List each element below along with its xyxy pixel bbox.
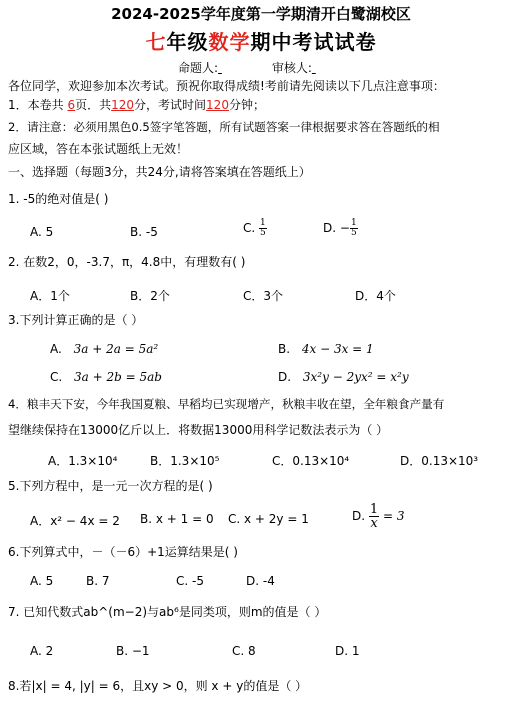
q3-option-b-expr: 4x − 3x = 1 xyxy=(301,342,374,356)
subject-text: 数学 xyxy=(208,30,251,54)
q5-option-d-fraction xyxy=(369,503,379,530)
notice-1 xyxy=(8,99,265,113)
reviewer-label: 审核人: xyxy=(271,61,312,75)
q3-option-b xyxy=(278,342,374,356)
q2-stem: 2. 在数2，0，-3.7，π，4.8中，有理数有( ) xyxy=(8,255,246,269)
notice-1-time: 120 xyxy=(206,98,229,112)
q7-option-a: A. 2 xyxy=(30,644,54,658)
exam-title xyxy=(0,31,522,54)
q5-option-b: B. x + 1 = 0 xyxy=(140,512,214,526)
q8-stem: 8.若|x| = 4, |y| = 6，且xy > 0，则 x + y的值是（ ） xyxy=(8,679,308,693)
q4-option-c: C．0.13×10⁴ xyxy=(272,454,350,468)
q1-option-c-label: C. xyxy=(243,221,256,235)
q5-option-a: A．x² − 4x = 2 xyxy=(30,514,120,528)
q4-stem-line2: 望继续保持在13000亿斤以上．将数据13000用科学记数法表示为（ ） xyxy=(8,423,389,437)
q3-option-d xyxy=(278,370,409,384)
q5-option-d xyxy=(352,503,405,530)
q2-option-d: D．4个 xyxy=(355,289,396,303)
q5-option-d-rest: = 3 xyxy=(383,509,405,523)
notice-1-prefix: 1．本卷共 xyxy=(8,98,64,112)
q6-option-a: A. 5 xyxy=(30,574,54,588)
q3-option-c-expr: 3a + 2b = 5ab xyxy=(74,370,162,384)
q1-d-denominator: 5 xyxy=(350,228,357,238)
q7-stem: 7. 已知代数式ab^(m−2)与ab⁶是同类项，则m的值是（ ） xyxy=(8,605,327,619)
section-heading: 一、选择题（每题3分，共24分,请将答案填在答题纸上） xyxy=(8,165,311,179)
grade-text: 七 xyxy=(145,30,167,54)
q5-d-denominator: x xyxy=(370,516,378,531)
q6-option-b: B. 7 xyxy=(86,574,110,588)
q3-option-c-label: C. xyxy=(50,370,63,384)
q5-option-c: C. x + 2y = 1 xyxy=(228,512,309,526)
q1-option-d-label: D. − xyxy=(323,221,350,235)
q4-option-a: A．1.3×10⁴ xyxy=(48,454,118,468)
q1-option-c xyxy=(243,219,267,238)
q5-option-d-label: D. xyxy=(352,509,366,523)
q5-stem: 5.下列方程中，是一元一次方程的是( ) xyxy=(8,479,213,493)
q1-stem: 1. -5的绝对值是( ) xyxy=(8,192,109,206)
greeting-text: 各位同学，欢迎参加本次考试。预祝你取得成绩!考前请先阅读以下几点注意事项： xyxy=(8,79,445,93)
q1-option-d xyxy=(323,219,358,238)
q7-option-d: D. 1 xyxy=(335,644,360,658)
q4-option-d: D．0.13×10³ xyxy=(400,454,479,468)
q2-option-a: A．1个 xyxy=(30,289,70,303)
q1-d-numerator: 1 xyxy=(350,218,357,228)
q5-d-numerator: 1 xyxy=(369,502,379,517)
reviewer-blank xyxy=(312,62,344,76)
q1-option-a: A. 5 xyxy=(30,225,54,239)
notice-1-pages: 6 xyxy=(67,98,76,112)
notice-1-mid2: 分，考试时间 xyxy=(134,98,207,112)
grade-suffix: 年级 xyxy=(166,30,209,54)
notice-1-mid1: 页．共 xyxy=(75,98,112,112)
q4-option-b: B．1.3×10⁵ xyxy=(150,454,220,468)
q6-option-c: C. -5 xyxy=(176,574,204,588)
exam-school-title: 2024-2025学年度第一学期清开白鹭湖校区 xyxy=(111,5,411,23)
q3-option-c xyxy=(50,370,162,384)
q6-stem: 6.下列算式中，－（－6）+1运算结果是( ) xyxy=(8,545,238,559)
q7-option-c: C. 8 xyxy=(232,644,256,658)
q3-stem: 3.下列计算正确的是（ ） xyxy=(8,313,144,327)
q1-option-b: B. -5 xyxy=(130,225,158,239)
q2-option-b: B．2个 xyxy=(130,289,170,303)
notice-1-end: 分钟； xyxy=(228,98,265,112)
q1-c-numerator: 1 xyxy=(260,218,266,228)
q7-option-b: B. −1 xyxy=(116,644,150,658)
q1-option-d-fraction xyxy=(350,219,358,238)
q3-option-d-label: D. xyxy=(278,370,292,384)
notice-2-line2: 应区域，答在本张试题纸上无效！ xyxy=(8,142,189,156)
q1-c-denominator: 5 xyxy=(260,228,266,238)
q4-stem-line1: 4．粮丰天下安，今年我国夏粮、早稻均已实现增产，秋粮丰收在望，全年粮食产量有 xyxy=(8,397,445,411)
q1-option-c-fraction xyxy=(259,219,267,238)
q3-option-b-label: B. xyxy=(278,342,291,356)
notice-1-score: 120 xyxy=(111,98,135,112)
q3-option-d-expr: 3x²y − 2yx² = x²y xyxy=(302,370,409,384)
q2-option-c: C．3个 xyxy=(243,289,284,303)
q3-option-a-label: A. xyxy=(50,342,62,356)
setter-label: 命题人: xyxy=(178,61,219,75)
notice-2-line1: 2．请注意：必须用黑色0.5签字笔答题，所有试题答案一律根据要求答在答题纸的相 xyxy=(8,120,440,134)
setter-blank xyxy=(218,62,250,76)
q3-option-a-expr: 3a + 2a = 5a² xyxy=(73,342,159,356)
exam-type: 期中考试试卷 xyxy=(250,30,377,54)
q6-option-d: D. -4 xyxy=(246,574,275,588)
q3-option-a xyxy=(50,342,158,356)
setter-line xyxy=(178,62,344,76)
